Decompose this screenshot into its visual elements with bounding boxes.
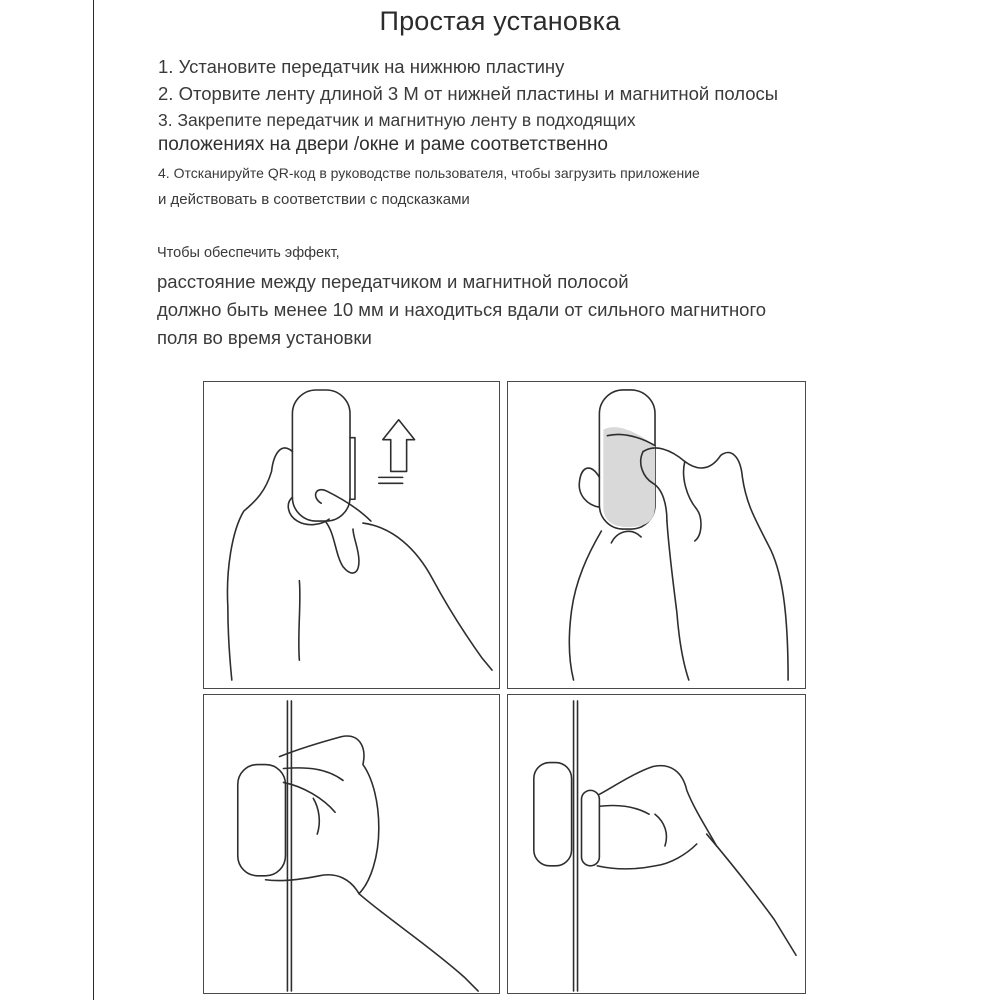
attach-magnet-to-door-illustration xyxy=(508,695,805,993)
step-2-text: 2. Оторвите ленту длиной 3 М от нижней пластины и магнитной полосы xyxy=(158,83,779,104)
illustration-panel-step-1 xyxy=(203,381,500,689)
illustration-panel-step-2 xyxy=(507,381,806,689)
page-left-border xyxy=(93,0,94,1000)
page-title: Простая установка xyxy=(379,6,621,36)
step-4-text-line-1: 4. Отсканируйте QR-код в руководстве пользователя, чтобы загрузить приложение xyxy=(158,165,700,181)
note-line-4: поля во время установки xyxy=(157,327,372,348)
peel-adhesive-tape-illustration xyxy=(508,382,805,688)
step-1-text: 1. Установите передатчик на нижнюю пластину xyxy=(158,56,565,77)
note-line-1: Чтобы обеспечить эффект, xyxy=(157,245,340,261)
step-3-text-line-2: положениях на двери /окне и раме соответственно xyxy=(158,134,608,155)
hand-slide-sensor-up-illustration xyxy=(204,382,499,688)
step-4-text-line-2: и действовать в соответствии с подсказками xyxy=(158,191,470,208)
step-3-text-line-1: 3. Закрепите передатчик и магнитную ленту в подходящих xyxy=(158,110,636,130)
attach-sensor-to-frame-illustration xyxy=(204,695,499,993)
note-line-2: расстояние между передатчиком и магнитной полосой xyxy=(157,271,629,292)
illustration-panel-step-3 xyxy=(203,694,500,994)
note-line-3: должно быть менее 10 мм и находиться вдали от сильного магнитного xyxy=(157,299,767,320)
illustration-panel-step-4 xyxy=(507,694,806,994)
